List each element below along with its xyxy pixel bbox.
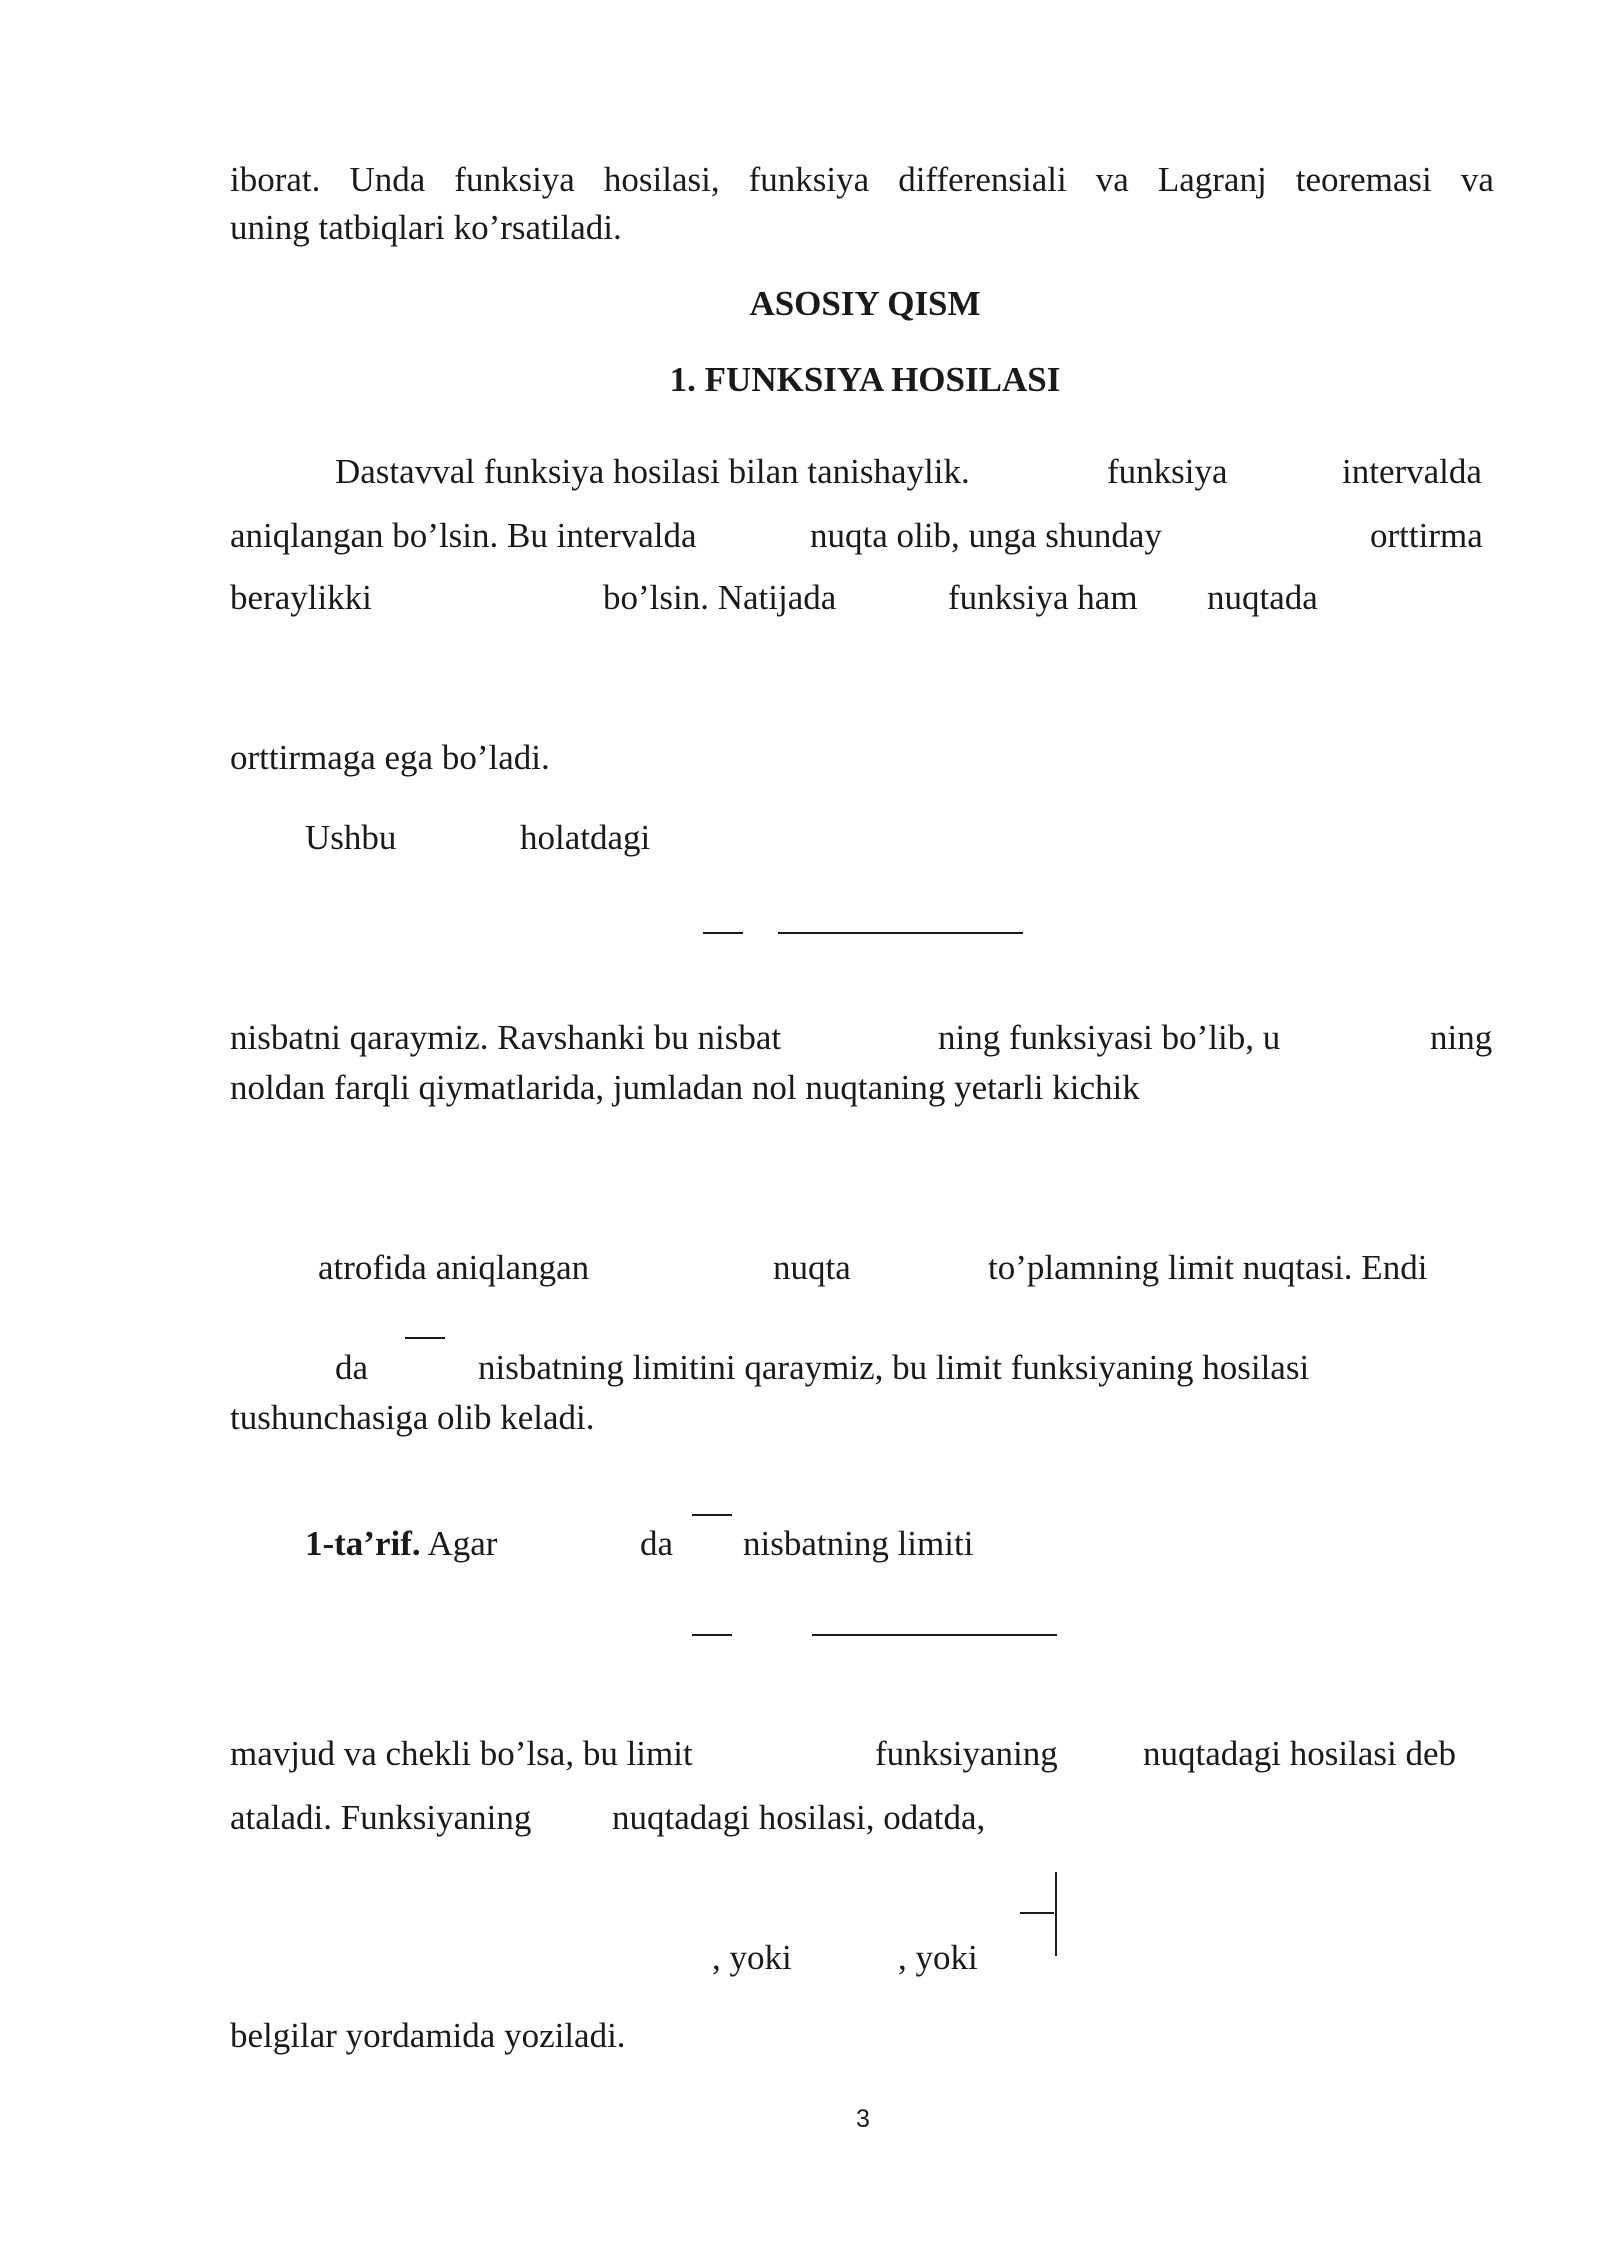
text-fragment: ataladi. Funksiyaning [230,1798,532,1837]
chapter-heading: 1. FUNKSIYA HOSILASI [669,360,1061,399]
text-fragment: ning [1430,1018,1493,1057]
text-fragment: bo’lsin. Natijada [603,578,837,617]
text-fragment: nuqtadagi hosilasi deb [1143,1734,1457,1773]
text-fragment: , yoki [898,1938,978,1977]
word: hosilasi, [603,160,720,199]
text-fragment: aniqlangan bo’lsin. Bu intervalda [230,516,697,555]
text-fragment: da [335,1348,369,1387]
text-fragment: Ushbu [305,818,397,857]
text-fragment: nisbatni qaraymiz. Ravshanki bu nisbat [230,1018,782,1057]
text-fragment: nisbatning limitini qaraymiz, bu limit funksiyaning hosilasi [478,1348,1310,1387]
text-fragment: intervalda [1342,452,1482,491]
definition-line [305,1526,497,1561]
word: funksiya [748,160,870,199]
word: teoremasi [1295,160,1432,199]
word: differensiali [898,160,1067,199]
text-fragment: mavjud va chekli bo’lsa, bu limit [230,1734,693,1773]
text-fragment: nuqta [773,1248,851,1287]
text-fragment: Dastavval funksiya hosilasi bilan tanishaylik. [335,452,970,491]
text-fragment: orttirmaga ega bo’ladi. [230,738,550,777]
fraction-bar [1020,1912,1054,1914]
text-fragment: beraylikki [230,578,372,617]
text-fragment: funksiyaning [875,1734,1058,1773]
fraction-bar [692,1634,732,1636]
fraction-bar [778,932,1023,934]
text-fragment: to’plamning limit nuqtasi. Endi [988,1248,1428,1287]
paragraph-intro-line-1 [230,162,1494,197]
definition-label: 1-ta’rif. [305,1524,421,1563]
paragraph-intro-line-2: uning tatbiqlari ko’rsatiladi. [230,208,622,247]
text-fragment: noldan farqli qiymatlarida, jumladan nol nuqtaning yetarli kichik [230,1068,1140,1107]
fraction-bar [692,1514,732,1516]
text-fragment: nuqtada [1207,578,1318,617]
page-number: 3 [856,2105,870,2133]
text-fragment: ning funksiyasi bo’lib, u [938,1018,1281,1057]
text-fragment: belgilar yordamida yoziladi. [230,2016,626,2055]
text-fragment: holatdagi [520,818,651,857]
word: Unda [349,160,426,199]
word: funksiya [454,160,575,199]
text-fragment: da [640,1524,674,1563]
text-fragment: , yoki [712,1938,792,1977]
fraction-bar [812,1634,1057,1636]
text-fragment: funksiya ham [948,578,1138,617]
word: iborat. [230,160,321,199]
fraction-bar [703,932,743,934]
text-fragment: nisbatning limiti [743,1524,974,1563]
text-fragment: atrofida aniqlangan [318,1248,590,1287]
section-heading: ASOSIY QISM [749,284,981,323]
word: va [1095,160,1129,199]
evaluation-bar [1055,1872,1057,1956]
fraction-bar [405,1337,445,1339]
text-fragment: orttirma [1370,516,1483,555]
text-fragment: tushunchasiga olib keladi. [230,1398,595,1437]
text-fragment: funksiya [1107,452,1228,491]
text-fragment: Agar [427,1524,498,1563]
word: Lagranj [1157,160,1267,199]
word: va [1460,160,1494,199]
text-fragment: nuqta olib, unga shunday [810,516,1162,555]
text-fragment: nuqtadagi hosilasi, odatda, [612,1798,986,1837]
